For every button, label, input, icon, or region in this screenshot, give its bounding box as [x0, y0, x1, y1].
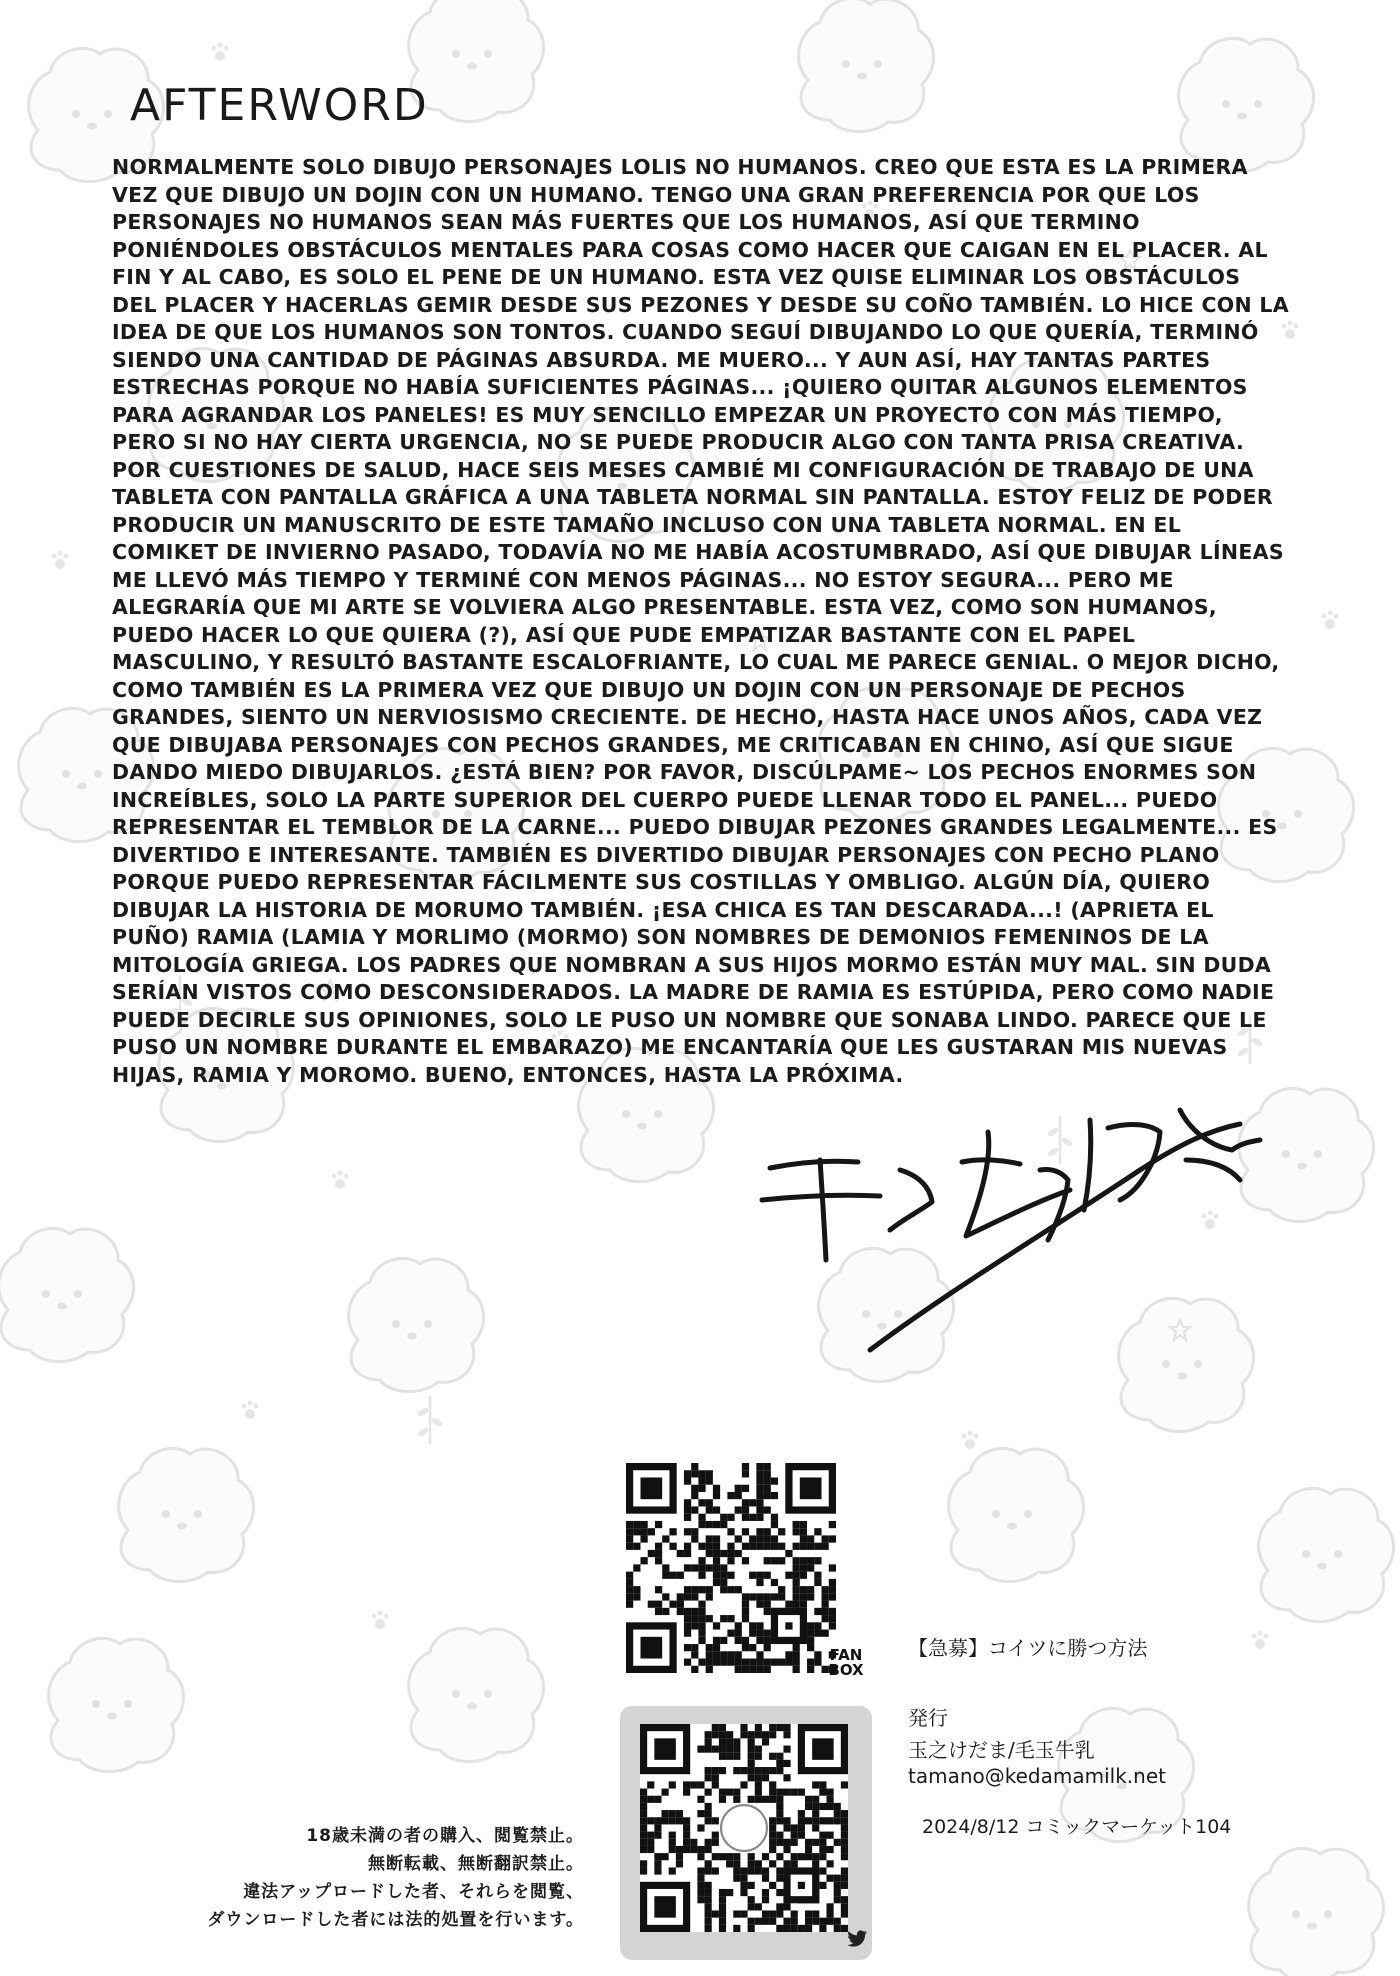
fanbox-logo — [824, 1648, 868, 1678]
warning-line: 無断転載、無断翻訳禁止。 — [368, 1854, 584, 1874]
twitter-bird-icon — [846, 1930, 868, 1948]
warning-line: 18歳未満の者の購入、閲覧禁止。 — [306, 1826, 584, 1846]
publisher-label: 発行 — [908, 1706, 948, 1730]
twitter-qr-code[interactable] — [640, 1724, 848, 1932]
event-date: 2024/8/12 コミックマーケット104 — [922, 1816, 1232, 1838]
legal-warnings — [207, 1822, 584, 1934]
afterword-body-text: NORMALMENTE SOLO DIBUJO PERSONAJES LOLIS NO HUMANOS. CREO QUE ESTA ES LA PRIMERA VEZ QUE DIBUJO UN DOJIN CON UN HUMANO. TENGO UNA GRAN PREFERENCIA POR QUE LOS PERSONAJES NO HUMANOS SEAN MÁS FUERTES QUE LOS HUMANOS, ASÍ QUE TERMINO PONIÉNDOLES OBSTÁCULOS MENTALES PARA COSAS COMO HACER QUE CAIGAN EN EL PLACER. AL FIN Y AL CABO, ES SOLO EL PENE DE UN HUMANO. ESTA VEZ QUISE ELIMINAR LOS OBSTÁCULOS DEL PLACER Y HACERLAS GEMIR DESDE SUS PEZONES Y DESDE SU COÑO TAMBIÉN. LO HICE CON LA IDEA DE QUE LOS HUMANOS SON TONTOS. CUANDO SEGUÍ DIBUJANDO LO QUE QUERÍA, TERMINÓ SIENDO UNA CANTIDAD DE PÁGINAS ABSURDA. ME MUERO... Y AUN ASÍ, HAY TANTAS PARTES ESTRECHAS PORQUE NO HABÍA SUFICIENTES PÁGINAS... ¡QUIERO QUITAR ALGUNOS ELEMENTOS PARA AGRANDAR LOS PANELES! ES MUY SENCILLO EMPEZAR UN PROYECTO CON MÁS TIEMPO, PERO SI NO HAY CIERTA URGENCIA, NO SE PUEDE PRODUCIR ALGO CON TANTA PRISA CREATIVA. POR CUESTIONES DE SALUD, HACE SEIS MESES CAMBIÉ MI CONFIGURACIÓN DE TRABAJO DE UNA TABLETA CON PANTALLA GRÁFICA A UNA TABLETA NORMAL SIN PANTALLA. ESTOY FELIZ DE PODER PRODUCIR UN MANUSCRITO DE ESTE TAMAÑO INCLUSO CON UNA TABLETA NORMAL. EN EL COMIKET DE INVIERNO PASADO, TODAVÍA NO ME HABÍA ACOSTUMBRADO, ASÍ QUE DIBUJAR LÍNEAS ME LLEVÓ MÁS TIEMPO Y TERMINÉ CON MENOS PÁGINAS... NO ESTOY SEGURA... PERO ME ALEGRARÍA QUE MI ARTE SE VOLVIERA ALGO PRESENTABLE. ESTA VEZ, COMO SON HUMANOS, PUEDO HACER LO QUE QUIERA (?), ASÍ QUE PUDE EMPATIZAR BASTANTE CON EL PAPEL MASCULINO, Y RESULTÓ BASTANTE ESCALOFRIANTE, LO CUAL ME PARECE GENIAL. O MEJOR DICHO, COMO TAMBIÉN ES LA PRIMERA VEZ QUE DIBUJO UN DOJIN CON UN PERSONAJE DE PECHOS GRANDES, SIENTO UN NERVIOSISMO CRECIENTE. DE HECHO, HASTA HACE UNOS AÑOS, CADA VEZ QUE DIBUJABA PERSONAJES CON PECHOS GRANDES, ME CRITICABAN EN CHINO, ASÍ QUE SIGUE DANDO MIEDO DIBUJARLOS. ¿ESTÁ BIEN? POR FAVOR, DISCÚLPAME~ LOS PECHOS ENORMES SON INCREÍBLES, SOLO LA PARTE SUPERIOR DEL CUERPO PUEDE LLENAR TODO EL PANEL... PUEDO REPRESENTAR EL TEMBLOR DE LA CARNE... PUEDO DIBUJAR PEZONES GRANDES LEGALMENTE... ES DIVERTIDO E INTERESANTE. TAMBIÉN ES DIVERTIDO DIBUJAR PERSONAJES CON PECHO PLANO PORQUE PUEDO REPRESENTAR FÁCILMENTE SUS COSTILLAS Y OMBLIGO. ALGÚN DÍA, QUIERO DIBUJAR LA HISTORIA DE MORUMO TAMBIÉN. ¡ESA CHICA ES TAN DESCARADA...! (APRIETA EL PUÑO) RAMIA (LAMIA Y MORLIMO (MORMO) SON NOMBRES DE DEMONIOS FEMENINOS DE LA MITOLOGÍA GRIEGA. LOS PADRES QUE NOMBRAN A SUS HIJOS MORMO ESTÁN MUY MAL. SIN DUDA SERÍAN VISTOS COMO DESCONSIDERADOS. LA MADRE DE RAMIA ES ESTÚPIDA, PERO COMO NADIE PUEDE DECIRLE SUS OPINIONES, SOLO LE PUSO UN NOMBRE QUE SONABA LINDO. PARECE QUE LE PUSO UN NOMBRE DURANTE EL EMBARAZO) ME ENCANTARÍA QUE LES GUSTARAN MIS NUEVAS HIJAS, RAMIA Y MOROMO. BUENO, ENTONCES, HASTA LA PRÓXIMA. — [112, 155, 1289, 1087]
afterword-heading: AFTERWORD — [130, 80, 429, 131]
qr-center-avatar — [721, 1805, 767, 1851]
warning-line: ダウンロードした者には法的処置を行います。 — [207, 1910, 584, 1930]
fanbox-logo-line-2: BOX — [828, 1661, 864, 1679]
fanbox-logo-line-1: FAN — [829, 1646, 863, 1664]
contact-email[interactable]: tamano@kedamamilk.net — [908, 1764, 1166, 1788]
fanbox-qr-code[interactable] — [626, 1463, 836, 1673]
warning-line: 違法アップロードした者、それらを閲覧、 — [243, 1882, 584, 1902]
book-title: 【急募】コイツに勝つ方法 — [908, 1636, 1148, 1660]
handwritten-signature — [740, 1050, 1280, 1390]
authors: 玉之けだま/毛玉牛乳 — [908, 1738, 1095, 1762]
